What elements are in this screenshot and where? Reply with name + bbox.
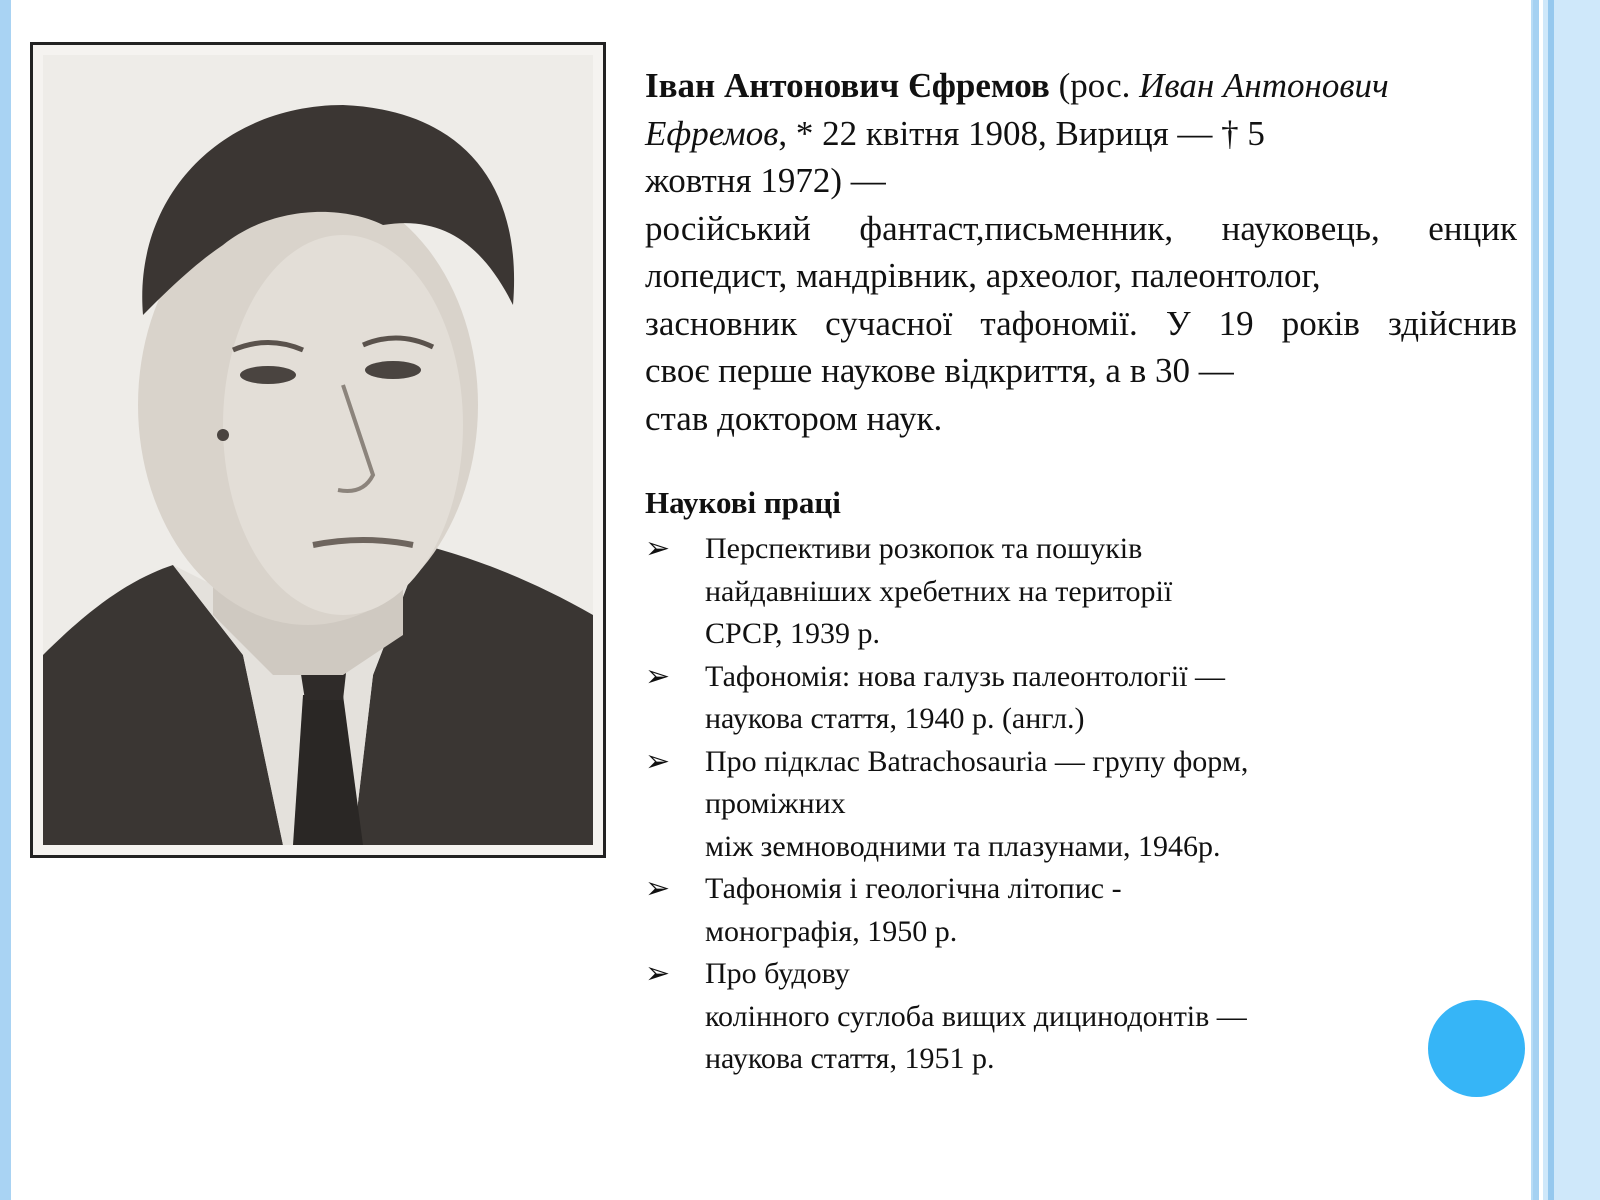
work-item xyxy=(645,868,1405,953)
work-item-line: Перспективи розкопок та пошуків xyxy=(705,532,1143,565)
work-item xyxy=(645,656,1405,741)
work-item-line: Тафономія і геологічна літопис - xyxy=(705,872,1122,905)
bio-line-6: засновник сучасної тафономії. У 19 років здійснив xyxy=(645,303,1517,343)
biography-text xyxy=(645,62,1517,442)
work-item-line: Про підклас Batrachosauria — групу форм, xyxy=(705,744,1249,778)
portrait-frame xyxy=(30,42,606,858)
work-item-line: СРСР, 1939 р. xyxy=(705,617,881,650)
work-item-line: найдавніших хребетних на території xyxy=(705,574,1173,608)
person-name-russian: Иван Антонович xyxy=(1139,66,1389,105)
bio-line-5: лопедист, мандрівник, археолог, палеонтолог, xyxy=(645,256,1321,295)
work-item-line: монографія, 1950 р. xyxy=(705,914,958,948)
work-item-line: Тафономія: нова галузь палеонтології — xyxy=(705,659,1226,693)
work-item-line: наукова стаття, 1951 р. xyxy=(705,1042,995,1075)
work-item-line: наукова стаття, 1940 р. (англ.) xyxy=(705,702,1085,735)
bio-line-4: російський фантаст,письменник, науковець, енцик xyxy=(645,208,1517,248)
right-border-line-2 xyxy=(1548,0,1554,1200)
arrowhead-bullet-icon: ➢ xyxy=(645,744,671,778)
arrowhead-bullet-icon: ➢ xyxy=(645,532,671,565)
work-item-line: між земноводними та плазунами, 1946р. xyxy=(705,829,1221,863)
arrowhead-bullet-icon: ➢ xyxy=(645,659,671,693)
work-item xyxy=(645,741,1405,869)
bio-line-2: Ефремов, * 22 квітня 1908, Вириця — † 5 xyxy=(645,113,1265,153)
work-item-line: колінного суглоба вищих дицинодонтів — xyxy=(705,999,1247,1033)
work-item-line: Про будову xyxy=(705,957,850,990)
right-border-line xyxy=(1533,0,1539,1200)
portrait-illustration xyxy=(43,55,593,845)
bio-line-8: став доктором наук. xyxy=(645,398,943,438)
work-item-line: проміжних xyxy=(705,787,846,820)
accent-circle xyxy=(1428,1000,1525,1097)
works-title: Наукові праці xyxy=(645,485,841,520)
work-item xyxy=(645,953,1405,1081)
works-list xyxy=(645,528,1405,1081)
bio-line-1: Іван Антонович Єфремов (рос. Иван Антонович xyxy=(645,66,1389,105)
portrait-photo xyxy=(43,55,593,845)
left-border xyxy=(0,0,11,1200)
arrowhead-bullet-icon: ➢ xyxy=(645,872,671,905)
right-border xyxy=(1531,0,1600,1200)
bio-line-3: жовтня 1972) — xyxy=(645,161,886,200)
person-name: Іван Антонович Єфремов xyxy=(645,66,1050,105)
bio-line-7: своє перше наукове відкриття, а в 30 — xyxy=(645,351,1234,390)
arrowhead-bullet-icon: ➢ xyxy=(645,957,671,990)
work-item xyxy=(645,528,1405,656)
